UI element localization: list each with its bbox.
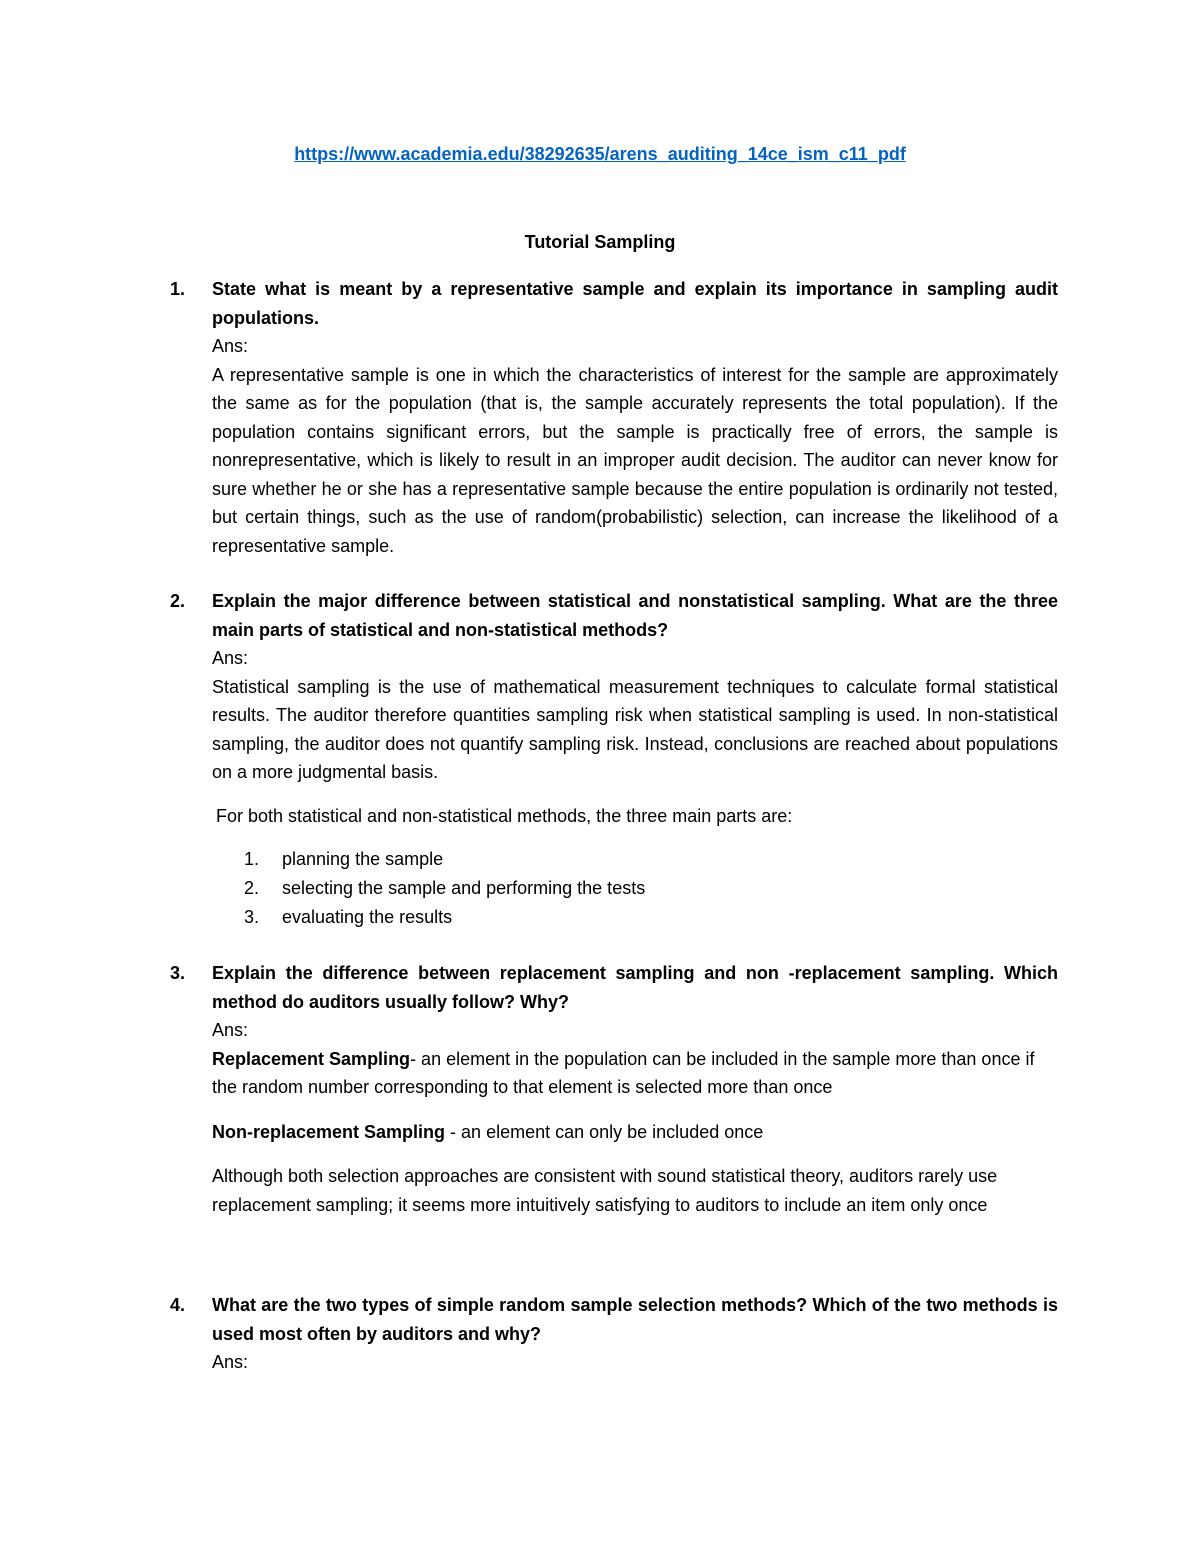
question-number: 2.	[170, 591, 186, 611]
question-number: 4.	[170, 1295, 186, 1315]
page-title: Tutorial Sampling	[524, 232, 676, 252]
replacement-term: Replacement Sampling	[212, 1048, 411, 1069]
list-item: 1. planning the sample	[244, 849, 444, 869]
answer-label: Ans:	[212, 336, 249, 356]
question-number: 1.	[170, 279, 186, 299]
answer-label: Ans:	[212, 1020, 249, 1040]
question-3	[170, 959, 1058, 1219]
source-link[interactable]: https://www.academia.edu/38292635/arens_auditing_14ce_ism_c11_pdf	[294, 144, 906, 164]
nonreplacement-definition: Non-replacement Sampling - an element can only be included once	[212, 1121, 764, 1142]
question-number: 3.	[170, 963, 186, 983]
list-item: 2. selecting the sample and performing the tests	[244, 878, 646, 898]
nonreplacement-term: Non-replacement Sampling	[212, 1121, 446, 1142]
answer-label: Ans:	[212, 648, 249, 668]
answer-text: Statistical sampling is the use of mathematical measurement techniques to calculate formal statistical results. The auditor therefore quantities sampling risk when statistical sampling is used. In non-statistical sampling, the auditor does not quantify sampling risk. Instead, conclusions are reached about populations on a more judgmental basis.	[212, 676, 1058, 782]
list-item: 3. evaluating the results	[244, 907, 453, 927]
parts-list	[216, 845, 645, 932]
parts-intro: For both statistical and non-statistical methods, the three main parts are:	[216, 806, 793, 826]
replacement-definition: Replacement Sampling- an element in the population can be included in the sample more than once if the random number corresponding to that element is selected more than once	[212, 1048, 1035, 1097]
question-4	[170, 1291, 1058, 1377]
question-text: State what is meant by a representative sample and explain its importance in sampling audit populations.	[212, 279, 1058, 328]
answer-label: Ans:	[212, 1352, 249, 1372]
question-1	[170, 275, 1058, 560]
answer-text: A representative sample is one in which the characteristics of interest for the sample are approximately the same as for the population (that is, the sample accurately represents the total population). If the population contains significant errors, but the sample is practically free of errors, the sample is nonrepresentative, which is likely to result in an improper audit decision. The auditor can never know for sure whether he or she has a representative sample because the entire population is ordinarily not tested, but certain things, such as the use of random(probabilistic) selection, can increase the likelihood of a representative sample.	[212, 364, 1058, 556]
question-text: What are the two types of simple random sample selection methods? Which of the two methods is used most often by auditors and why?	[212, 1295, 1058, 1344]
question-text: Explain the major difference between statistical and nonstatistical sampling. What are the three main parts of statistical and non-statistical methods?	[212, 591, 1058, 640]
question-2	[170, 587, 1058, 787]
answer-text: Although both selection approaches are consistent with sound statistical theory, auditors rarely use replacement sampling; it seems more intuitively satisfying to auditors to include an item only once	[212, 1166, 998, 1215]
question-text: Explain the difference between replacement sampling and non -replacement sampling. Which method do auditors usually follow? Why?	[212, 963, 1058, 1012]
